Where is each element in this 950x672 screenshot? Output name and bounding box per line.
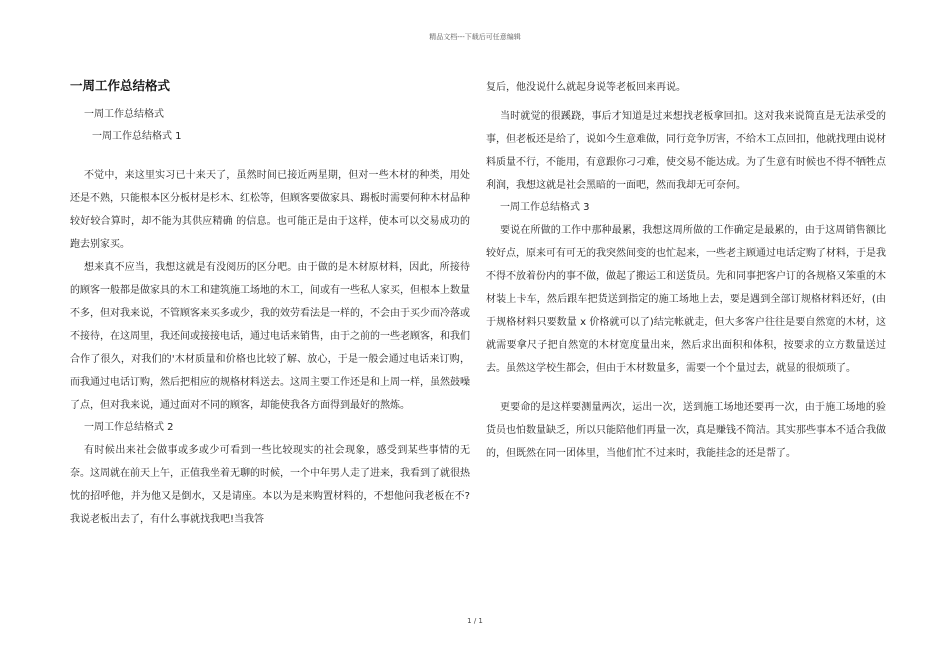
right-column [486, 76, 886, 465]
paragraph: 复后，他没说什么就起身说等老板回来再说。 [486, 82, 686, 93]
left-column [70, 76, 470, 531]
section-heading-2: 一周工作总结格式 2 [84, 422, 174, 433]
paragraph: 更要命的是这样要测量两次，运出一次，送到施工场地还要再一次，由于施工场地的验货员也怕数量缺乏，所以只能陪他们再量一次，真是赚钱不简洁。其实那些事本不适合我做的，但既然在同一团体里，当他们忙不过来时，我能挂念的还是帮了。 [486, 402, 886, 459]
section-heading-3: 一周工作总结格式 3 [500, 202, 590, 213]
paragraph: 不觉中，来这里实习已十来天了，虽然时间已接近两星期，但对一些木材的种类，用处还是不熟，只能根本区分板材是杉木、红松等，但顾客要做家具、踢板时需要何种木材品种较好较合算时，却不能为其供应精确 的信息。也可能正是由于这样，使本可以交易成功的跑去别家买。 [70, 170, 470, 250]
paragraph: 想来真不应当，我想这就是有没阅历的区分吧。由于做的是木材原材料，因此，所接待的顾客一般都是做家具的木工和建筑施工场地的木工，间或有一些私人家买，但根本上数量不多，但对我来说，不管顾客来买多或少，我的效劳看法是一样的，不会由于买少而冷落或不接待，在这周里，我还间或接接电话，通过电话来销售，由于之前的一些老顾客，和我们合作了很久，对我们的'木材质量和价格也比较了解、放心，于是一般会通过电话来订购，而我通过电话订购，然后把相应的规格材料送去。这周主要工作还是和上周一样，虽然鼓噪了点，但对我来说，通过面对不同的顾客，却能使我各方面得到最好的熬炼。 [70, 262, 470, 411]
document-title: 一周工作总结格式 [70, 78, 171, 93]
header-note: 精品文档---下载后可任意编辑 [429, 33, 521, 41]
paragraph: 当时就觉的很蹊跷，事后才知道是过来想找老板拿回扣。这对我来说简直是无法承受的事，但老板还是给了，说如今生意难做，同行竞争厉害，不给木工点回扣，他就找理由说材料质量不行，不能用，有意跟你刁刁难，使交易不能达成。为了生意有时候也不得不牺牲点利润，我想这就是社会黑暗的一面吧，然而我却无可奈何。 [486, 111, 886, 191]
section-heading-1: 一周工作总结格式 1 [92, 131, 182, 142]
paragraph: 有时候出来社会做事或多或少可看到一些比较现实的社会现象，感受到某些事情的无奈。这周就在前天上午，正值我坐着无聊的时候，一个中年男人走了进来，我看到了就很热忱的招呼他，并为他又是倒水，又是请座。本以为是来购置材料的，不想他问我老板在不?我说老板出去了，有什么事就找我吧!当我答 [70, 445, 470, 525]
paragraph: 要说在所做的工作中那种最累，我想这周所做的工作确定是最累的，由于这周销售额比较好点，原来可有可无的我突然间变的也忙起来，一些老主顾通过电话定购了材料，于是我不得不放着份内的事不做，做起了搬运工和送货员。先和同事把客户订的各规格又笨重的木材装上卡车，然后跟车把货送到指定的施工场地上去，要是遇到全部订规格材料还好，(由于规格材料只要数量 x 价格就可以了)结完帐就走，但大多客户往往是要自然宽的木材，这就需要拿尺子把自然宽的木材宽度量出来，然后求出面积和体积，按要求的立方数量送过去。虽然这学校生都会，但由于木材数量多，需要一个个量过去，就显的很烦琐了。 [486, 225, 886, 374]
subtitle: 一周工作总结格式 [84, 109, 164, 120]
page-number: 1 / 1 [467, 617, 483, 625]
